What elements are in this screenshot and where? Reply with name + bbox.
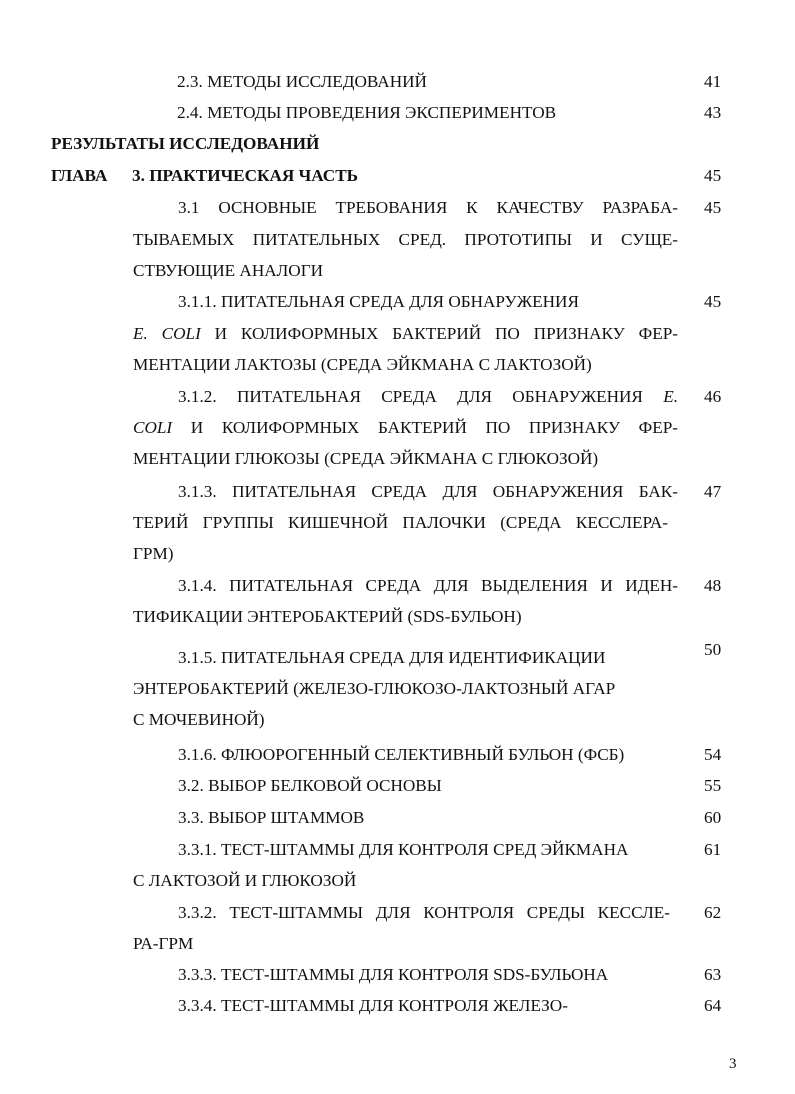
chapter-label: ГЛАВА [51, 166, 108, 185]
toc-3-3-text: 3.3. ВЫБОР ШТАММОВ [178, 808, 365, 827]
results-heading: РЕЗУЛЬТАТЫ ИССЛЕДОВАНИЙ [51, 134, 320, 153]
toc-3-3-1-line1: 3.3.1. ТЕСТ-ШТАММЫ ДЛЯ КОНТРОЛЯ СРЕД ЭЙКМАНА [178, 840, 629, 859]
toc-3-1-5-line3: С МОЧЕВИНОЙ) [133, 710, 265, 729]
toc-3-1-line3: СТВУЮЩИЕ АНАЛОГИ [133, 261, 324, 280]
toc-3-1-line2: ТЫВАЕМЫХ ПИТАТЕЛЬНЫХ СРЕД. ПРОТОТИПЫ И СУЩЕ- [133, 230, 678, 249]
toc-3-3-2-line1: 3.3.2. ТЕСТ-ШТАММЫ ДЛЯ КОНТРОЛЯ СРЕДЫ КЕССЛЕ- [178, 903, 670, 922]
toc-3-2-page: 55 [704, 776, 722, 795]
toc-3-1-3-page: 47 [704, 482, 722, 501]
e-italic: E. [663, 387, 678, 406]
toc-3-3-1-line2: С ЛАКТОЗОЙ И ГЛЮКОЗОЙ [133, 871, 357, 890]
toc-3-1-4-line1: 3.1.4. ПИТАТЕЛЬНАЯ СРЕДА ДЛЯ ВЫДЕЛЕНИЯ И ИДЕН- [178, 576, 678, 595]
toc-3-1-5-page: 50 [704, 640, 722, 659]
toc-3-1-2-line1 [178, 387, 678, 407]
toc-3-1-1-line1: 3.1.1. ПИТАТЕЛЬНАЯ СРЕДА ДЛЯ ОБНАРУЖЕНИЯ [178, 292, 579, 311]
toc-3-3-1-page: 61 [704, 840, 722, 859]
toc-3-1-1-line2 [133, 324, 678, 344]
toc-2-4-page: 43 [704, 103, 722, 122]
toc-3-3-3-page: 63 [704, 965, 722, 984]
toc-3-1-2-line3: МЕНТАЦИИ ГЛЮКОЗЫ (СРЕДА ЭЙКМАНА С ГЛЮКОЗОЙ) [133, 449, 599, 468]
toc-3-1-line1: 3.1 ОСНОВНЫЕ ТРЕБОВАНИЯ К КАЧЕСТВУ РАЗРАБА- [178, 198, 678, 217]
toc-3-1-5-line2: ЭНТЕРОБАКТЕРИЙ (ЖЕЛЕЗО-ГЛЮКОЗО-ЛАКТОЗНЫЙ АГАР [133, 679, 616, 698]
toc-3-1-1-page: 45 [704, 292, 722, 311]
toc-3-1-1-line3: МЕНТАЦИИ ЛАКТОЗЫ (СРЕДА ЭЙКМАНА С ЛАКТОЗОЙ) [133, 355, 592, 374]
chapter-3-page: 45 [704, 166, 722, 185]
toc-3-1-2-page: 46 [704, 387, 722, 406]
coli-italic: COLI [133, 418, 173, 437]
toc-3-3-4-text: 3.3.4. ТЕСТ-ШТАММЫ ДЛЯ КОНТРОЛЯ ЖЕЛЕЗО- [178, 996, 568, 1015]
toc-3-1-page: 45 [704, 198, 722, 217]
toc-3-2-text: 3.2. ВЫБОР БЕЛКОВОЙ ОСНОВЫ [178, 776, 442, 795]
chapter-3-title: 3. ПРАКТИЧЕСКАЯ ЧАСТЬ [132, 166, 359, 185]
page-number: 3 [729, 1056, 737, 1072]
toc-3-3-page: 60 [704, 808, 722, 827]
toc-3-1-4-line2: ТИФИКАЦИИ ЭНТЕРОБАКТЕРИЙ (SDS-БУЛЬОН) [133, 607, 522, 626]
toc-3-1-2-line2 [133, 418, 678, 438]
ecoli-italic: E. COLI [133, 324, 201, 343]
toc-3-1-1-line2-rest: И КОЛИФОРМНЫХ БАКТЕРИЙ ПО ПРИЗНАКУ ФЕР- [214, 324, 678, 343]
toc-3-1-2-line1-text: 3.1.2. ПИТАТЕЛЬНАЯ СРЕДА ДЛЯ ОБНАРУЖЕНИЯ [178, 387, 643, 406]
toc-3-3-4-page: 64 [704, 996, 722, 1015]
toc-3-1-4-page: 48 [704, 576, 722, 595]
toc-3-3-2-page: 62 [704, 903, 722, 922]
toc-3-1-3-line2: ТЕРИЙ ГРУППЫ КИШЕЧНОЙ ПАЛОЧКИ (СРЕДА КЕССЛЕРА- [133, 513, 668, 532]
toc-2-3-page: 41 [704, 72, 722, 91]
toc-3-1-6-page: 54 [704, 745, 722, 764]
toc-3-1-3-line1: 3.1.3. ПИТАТЕЛЬНАЯ СРЕДА ДЛЯ ОБНАРУЖЕНИЯ БАК- [178, 482, 678, 501]
toc-2-4-text: 2.4. МЕТОДЫ ПРОВЕДЕНИЯ ЭКСПЕРИМЕНТОВ [177, 103, 557, 122]
toc-3-1-2-line2-rest: И КОЛИФОРМНЫХ БАКТЕРИЙ ПО ПРИЗНАКУ ФЕР- [190, 418, 679, 437]
toc-2-3-text: 2.3. МЕТОДЫ ИССЛЕДОВАНИЙ [177, 72, 427, 91]
toc-3-1-5-line1: 3.1.5. ПИТАТЕЛЬНАЯ СРЕДА ДЛЯ ИДЕНТИФИКАЦИИ [178, 648, 606, 667]
toc-3-1-3-line3: ГРМ) [133, 544, 174, 563]
toc-3-3-3-text: 3.3.3. ТЕСТ-ШТАММЫ ДЛЯ КОНТРОЛЯ SDS-БУЛЬОНА [178, 965, 609, 984]
toc-3-3-2-line2: РА-ГРМ [133, 934, 194, 953]
toc-3-1-6-text: 3.1.6. ФЛЮОРОГЕННЫЙ СЕЛЕКТИВНЫЙ БУЛЬОН (ФСБ) [178, 745, 625, 764]
